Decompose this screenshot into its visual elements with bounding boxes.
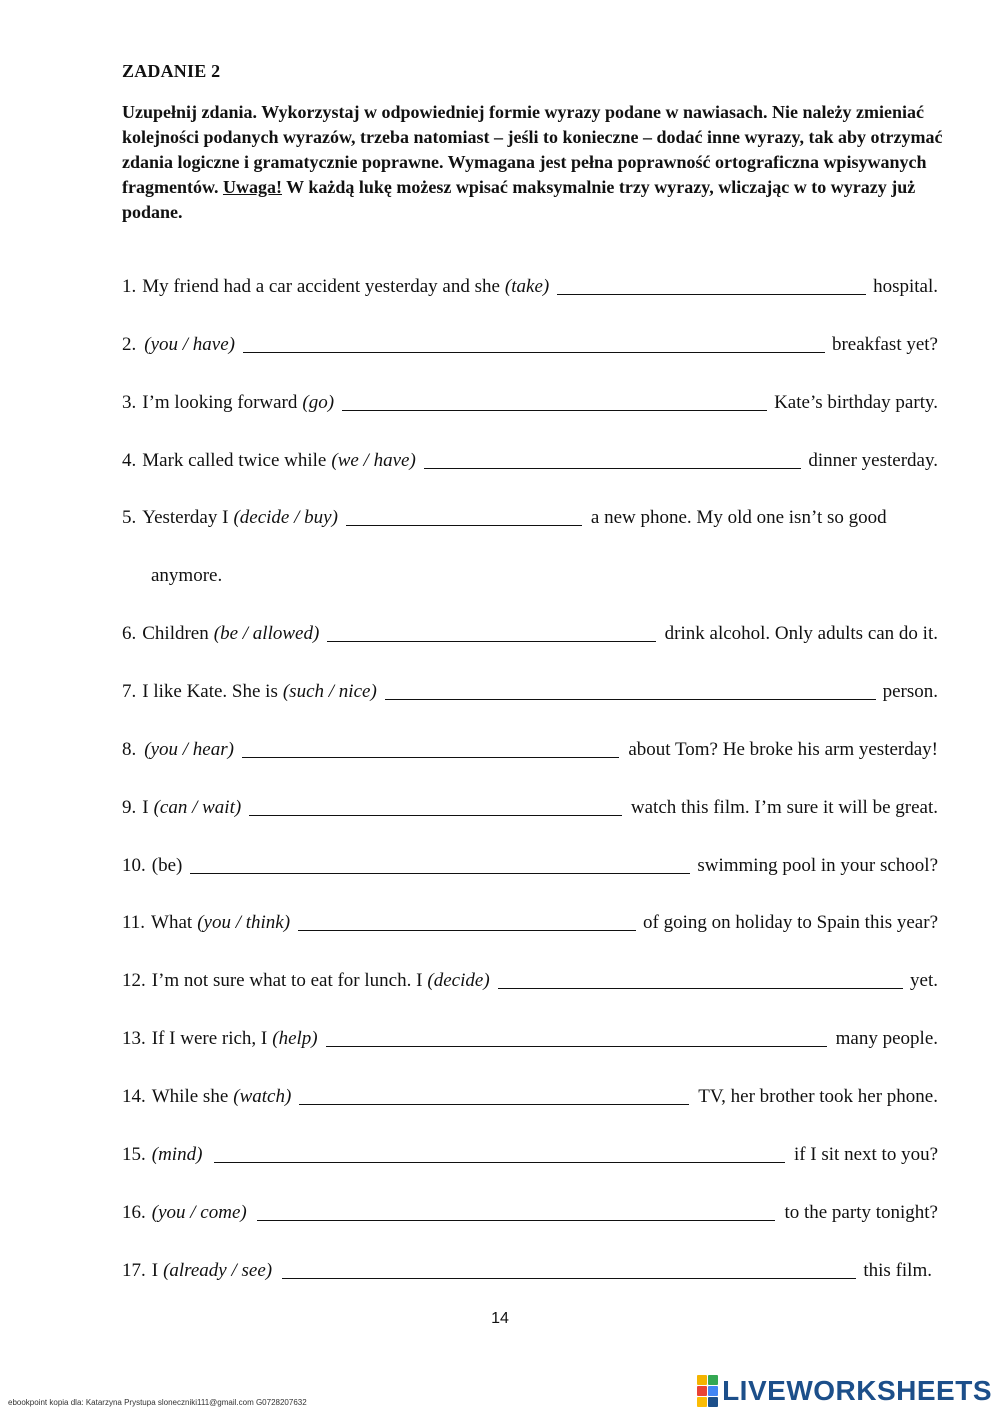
word-hint: (decide / buy) <box>233 507 338 528</box>
sentence-start: While she <box>151 1086 229 1107</box>
sentence-end: about Tom? He broke his arm yesterday! <box>628 739 938 760</box>
sentence-start: Mark called twice while <box>142 450 327 471</box>
logo-mark-cell <box>697 1397 707 1407</box>
exercise-item-11 <box>122 904 938 934</box>
exercise-number: 5. <box>122 507 137 528</box>
exercise-item-5 <box>122 499 938 529</box>
word-hint: (mind) <box>151 1144 203 1165</box>
exercise-item-13 <box>122 1020 938 1050</box>
answer-blank-1[interactable] <box>557 274 866 295</box>
sentence-continuation: anymore. <box>151 565 223 586</box>
exercise-item-2 <box>122 326 938 356</box>
sentence-start: I like Kate. She is <box>142 681 278 702</box>
exercise-number: 6. <box>122 623 137 644</box>
sentence-start: Children <box>142 623 209 644</box>
answer-blank-6[interactable] <box>327 621 655 642</box>
answer-blank-7[interactable] <box>385 679 876 700</box>
sentence-end: breakfast yet? <box>831 334 938 355</box>
answer-blank-3[interactable] <box>342 390 767 411</box>
sentence-start: I’m looking forward <box>142 392 298 413</box>
exercise-number: 16. <box>122 1202 146 1223</box>
sentence-end: many people. <box>835 1028 938 1049</box>
exercise-item-4 <box>122 442 938 472</box>
answer-blank-2[interactable] <box>243 332 825 353</box>
answer-blank-15[interactable] <box>214 1142 785 1163</box>
exercise-item-3 <box>122 384 938 414</box>
word-hint: (you / come) <box>151 1202 247 1223</box>
exercise-number: 8. <box>122 739 137 760</box>
exercise-number: 9. <box>122 797 137 818</box>
exercise-item-7 <box>122 673 938 703</box>
exercise-number: 15. <box>122 1144 146 1165</box>
sentence-end: of going on holiday to Spain this year? <box>643 912 938 933</box>
sentence-end: this film. <box>863 1260 932 1281</box>
exercise-number: 1. <box>122 276 137 297</box>
sentence-end: swimming pool in your school? <box>697 855 938 876</box>
exercise-number: 4. <box>122 450 137 471</box>
exercise-item-6 <box>122 615 938 645</box>
answer-blank-4[interactable] <box>424 448 802 469</box>
logo-mark-cell <box>697 1375 707 1385</box>
exercise-number: 17. <box>122 1260 146 1281</box>
answer-blank-5[interactable] <box>346 505 582 526</box>
sentence-start: If I were rich, I <box>151 1028 268 1049</box>
sentence-end: watch this film. I’m sure it will be great. <box>630 797 938 818</box>
sentence-start: (be) <box>151 855 183 876</box>
exercise-item-15 <box>122 1136 938 1166</box>
exercise-number: 3. <box>122 392 137 413</box>
logo-mark-cell <box>708 1386 718 1396</box>
answer-blank-17[interactable] <box>282 1258 856 1279</box>
sentence-end: yet. <box>910 970 938 991</box>
sentence-start: I <box>151 1260 159 1281</box>
sentence-end: a new phone. My old one isn’t so good <box>590 507 887 528</box>
sentence-end: person. <box>882 681 938 702</box>
instructions <box>122 100 952 225</box>
instructions-text: Uzupełnij zdania. Wykorzystaj w odpowiedniej formie wyrazy podane w nawiasach. Nie należy zmieniać kolejności podanych wyrazów, trzeba natomiast – jeśli to konieczne – dodać inne wyrazy, tak aby otrzymać zdania logiczne i gramatycznie poprawne. Wymagana jest pełna poprawność ortograficzna wpisywanych fragmentów. <box>122 102 943 197</box>
word-hint: (go) <box>302 392 335 413</box>
exercise-number: 11. <box>122 912 146 933</box>
exercise-number: 2. <box>122 334 137 355</box>
sentence-end: Kate’s birthday party. <box>774 392 938 413</box>
answer-blank-11[interactable] <box>298 910 636 931</box>
sentence-start: Yesterday I <box>142 507 229 528</box>
logo-mark-cell <box>708 1375 718 1385</box>
exercise-item-1 <box>122 268 938 298</box>
sentence-end: to the party tonight? <box>784 1202 938 1223</box>
exercise-number: 7. <box>122 681 137 702</box>
sentence-start: I <box>142 797 149 818</box>
logo-mark-cell <box>708 1397 718 1407</box>
exercise-item-16 <box>122 1194 938 1224</box>
word-hint: (take) <box>504 276 550 297</box>
exercise-item-12 <box>122 962 938 992</box>
answer-blank-10[interactable] <box>190 853 690 874</box>
page-number: 14 <box>491 1310 509 1327</box>
answer-blank-9[interactable] <box>249 795 622 816</box>
instructions-text-end: W każdą lukę możesz wpisać maksymalnie trzy wyrazy, wliczając w to wyrazy już podane. <box>122 177 916 222</box>
footer-watermark-note: ebookpoint kopia dla: Katarzyna Prystupa sloneczniki111@gmail.com G0728207632 <box>8 1398 307 1407</box>
sentence-start: What <box>151 912 193 933</box>
uwaga-note: Uwaga! <box>222 177 282 197</box>
sentence-end: hospital. <box>873 276 938 297</box>
exercise-number: 13. <box>122 1028 146 1049</box>
exercise-item-8 <box>122 731 938 761</box>
sentence-end: dinner yesterday. <box>808 450 938 471</box>
sentence-end: drink alcohol. Only adults can do it. <box>664 623 938 644</box>
word-hint: (you / have) <box>144 334 235 355</box>
sentence-end: TV, her brother took her phone. <box>698 1086 938 1107</box>
exercise-item-14 <box>122 1078 938 1108</box>
exercise-number: 14. <box>122 1086 146 1107</box>
word-hint: (you / hear) <box>144 739 234 760</box>
word-hint: (help) <box>272 1028 318 1049</box>
word-hint: (already / see) <box>163 1260 273 1281</box>
exercise-item-9 <box>122 789 938 819</box>
answer-blank-14[interactable] <box>299 1084 689 1105</box>
exercise-item-17 <box>122 1252 938 1282</box>
word-hint: (watch) <box>233 1086 292 1107</box>
logo-text: LIVEWORKSHEETS <box>722 1375 992 1406</box>
exercise-heading: ZADANIE 2 <box>122 61 221 81</box>
word-hint: (such / nice) <box>282 681 377 702</box>
liveworksheets-logo[interactable] <box>697 1374 992 1408</box>
word-hint: (be / allowed) <box>213 623 320 644</box>
word-hint: (we / have) <box>331 450 416 471</box>
logo-mark-icon <box>697 1375 718 1407</box>
answer-blank-13[interactable] <box>326 1026 827 1047</box>
answer-blank-8[interactable] <box>242 737 619 758</box>
sentence-end: if I sit next to you? <box>793 1144 938 1165</box>
exercise-number: 10. <box>122 855 146 876</box>
answer-blank-12[interactable] <box>498 968 903 989</box>
word-hint: (you / think) <box>197 912 291 933</box>
exercise-item-10 <box>122 847 938 877</box>
sentence-start: I’m not sure what to eat for lunch. I <box>151 970 423 991</box>
answer-blank-16[interactable] <box>257 1200 776 1221</box>
logo-mark-cell <box>697 1386 707 1396</box>
sentence-start: My friend had a car accident yesterday and she <box>142 276 500 297</box>
word-hint: (can / wait) <box>153 797 242 818</box>
word-hint: (decide) <box>427 970 490 991</box>
exercise-number: 12. <box>122 970 146 991</box>
